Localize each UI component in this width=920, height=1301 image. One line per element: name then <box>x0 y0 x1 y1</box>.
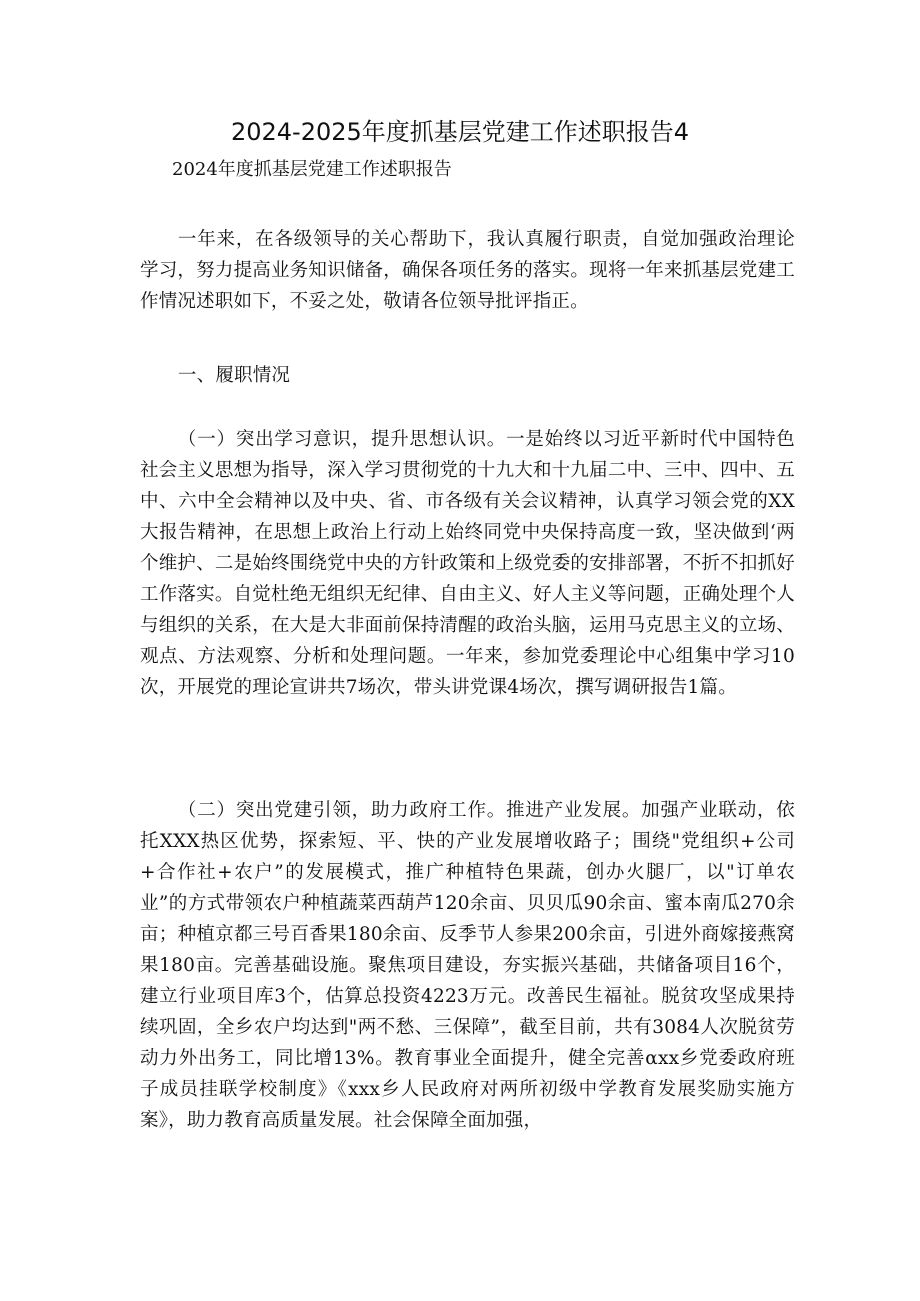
paragraph-party-building: （二）突出党建引领，助力政府工作。推进产业发展。加强产业联动，依托XXX热区优势，探索短、平、快的产业发展增收路子；围绕"党组织+公司+合作社+农户”的发展模式，推广种植特色果蔬，创办火腿厂，以"订单农业”的方式带领农户种植蔬菜西葫芦120余亩、贝贝瓜90余亩、蜜本南瓜270余亩；种植京都三号百香果180余亩、反季节人参果200余亩，引进外商嫁接燕窝果180亩。完善基础设施。聚焦项目建设，夯实振兴基础，共储备项目16个，建立行业项目库3个，估算总投资4223万元。改善民生福祉。脱贫攻坚成果持续巩固，全乡农户均达到"两不愁、三保障”，截至目前，共有3084人次脱贫劳动力外出务工，同比增13%。教育事业全面提升，健全完善αxx乡党委政府班子成员挂联学校制度》《xxx乡人民政府对两所初级中学教育发展奖励实施方案》，助力教育高质量发展。社会保障全面加强， <box>140 800 795 1131</box>
intro-paragraph: 一年来，在各级领导的关心帮助下，我认真履行职责，自觉加强政治理论学习，努力提高业务知识储备，确保各项任务的落实。现将一年来抓基层党建工作情况述职如下，不妥之处，敬请各位领导批评指正。 <box>140 229 795 312</box>
paragraph-study-awareness: （一）突出学习意识，提升思想认识。一是始终以习近平新时代中国特色社会主义思想为指导，深入学习贯彻党的十九大和十九届二中、三中、四中、五中、六中全会精神以及中央、省、市各级有关会议精神，认真学习领会党的XX大报告精神，在思想上政治上行动上始终同党中央保持高度一致，坚决做到‘两个维护、二是始终围绕党中央的方针政策和上级党委的安排部署，不折不扣抓好工作落实。自觉杜绝无组织无纪律、自由主义、好人主义等问题，正确处理个人与组织的关系，在大是大非面前保持清醒的政治头脑，运用马克思主义的立场、观点、方法观察、分析和处理问题。一年来，参加党委理论中心组集中学习10次，开展党的理论宣讲共7场次，带头讲党课4场次，撰写调研报告1篇。 <box>140 429 795 698</box>
section-one-heading: 一、履职情况 <box>177 365 291 386</box>
document-title: 2024-2025年度抓基层党建工作述职报告4 <box>230 118 690 146</box>
document-subtitle: 2024年度抓基层党建工作述职报告 <box>172 159 452 180</box>
